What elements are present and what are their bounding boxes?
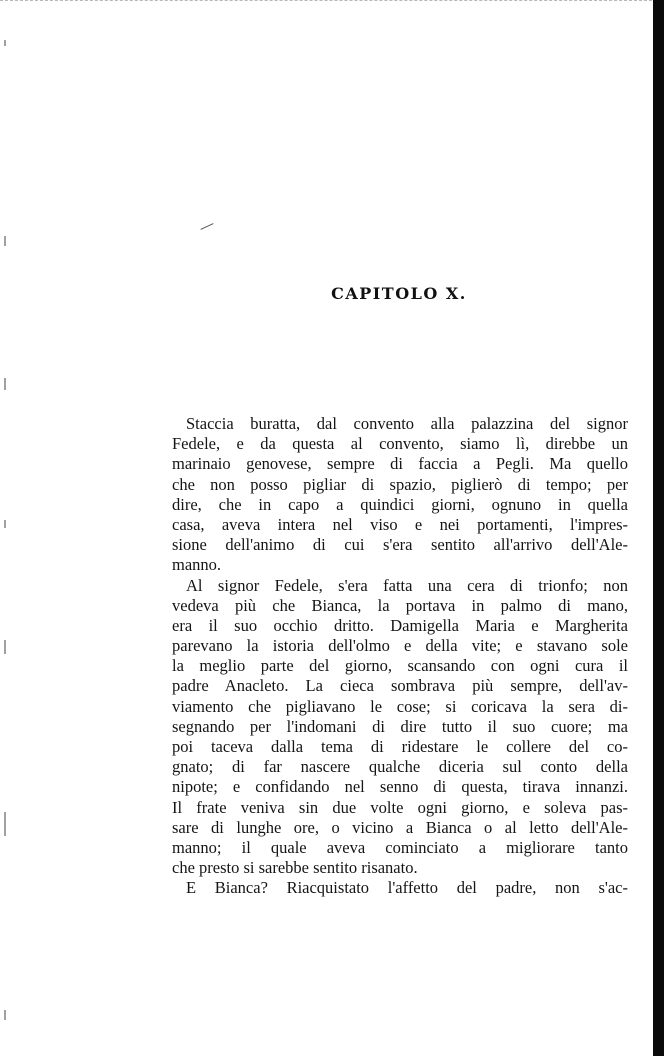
text-line: Fedele, e da questa al convento, siamo lì, direbbe un: [172, 434, 628, 454]
margin-mark: [4, 812, 6, 836]
text-line: casa, aveva intera nel viso e nei portamenti, l'impres-: [172, 514, 628, 534]
text-line: padre Anacleto. La cieca sombrava più sempre, dell'av-: [172, 676, 628, 696]
text-line: che presto si sarebbe sentito risanato.: [172, 858, 418, 878]
text-line: Staccia buratta, dal convento alla palazzina del signor: [186, 414, 628, 433]
text-line: gnato; di far nascere qualche diceria sul conto della: [172, 757, 628, 777]
text-line: era il suo occhio dritto. Damigella Maria e Margherita: [172, 615, 628, 635]
text-line: parevano la istoria dell'olmo e della vite; e stavano sole: [172, 636, 628, 656]
text-line: segnando per l'indomani di dire tutto il suo cuore; ma: [172, 716, 628, 736]
margin-mark: [4, 40, 6, 46]
text-line: la meglio parte del giorno, scansando con ogni cura il: [172, 656, 628, 676]
text-line: poi taceva dalla tema di ridestare le collere del co-: [172, 737, 628, 756]
ink-speck: [200, 223, 213, 230]
body-text: [172, 414, 628, 899]
text-line: sare di lunghe ore, o vicino a Bianca o al letto dell'Ale-: [172, 817, 628, 837]
text-line: E Bianca? Riacquistato l'affetto del padre, non s'ac-: [186, 878, 628, 898]
chapter-heading: CAPITOLO X.: [331, 284, 467, 303]
text-line: Il frate veniva sin due volte ogni giorno, e soleva pas-: [172, 797, 628, 817]
margin-mark: [4, 640, 6, 654]
text-line: sione dell'animo di cui s'era sentito all'arrivo dell'Ale-: [172, 535, 628, 555]
margin-mark: [4, 378, 6, 390]
text-line: vedeva più che Bianca, la portava in palmo di mano,: [172, 595, 628, 615]
margin-mark: [4, 1010, 6, 1020]
text-line: manno.: [172, 555, 222, 575]
scan-top-edge: [0, 0, 652, 4]
text-line: marinaio genovese, sempre di faccia a Pegli. Ma quello: [172, 454, 628, 474]
text-line: dire, che in capo a quindici giorni, ognuno in quella: [172, 494, 628, 514]
text-line: Al signor Fedele, s'era fatta una cera di trionfo; non: [186, 575, 628, 595]
scan-right-edge: [653, 0, 664, 1056]
text-line: nipote; e confidando nel senno di questa, tirava innanzi.: [172, 777, 628, 797]
text-line: manno; il quale aveva cominciato a migliorare tanto: [172, 837, 628, 857]
text-line: che non posso pigliar di spazio, piglierò di tempo; per: [172, 474, 628, 494]
margin-mark: [4, 236, 6, 246]
text-line: viamento che pigliavano le cose; si coricava la sera di-: [172, 696, 628, 716]
margin-mark: [4, 520, 6, 528]
